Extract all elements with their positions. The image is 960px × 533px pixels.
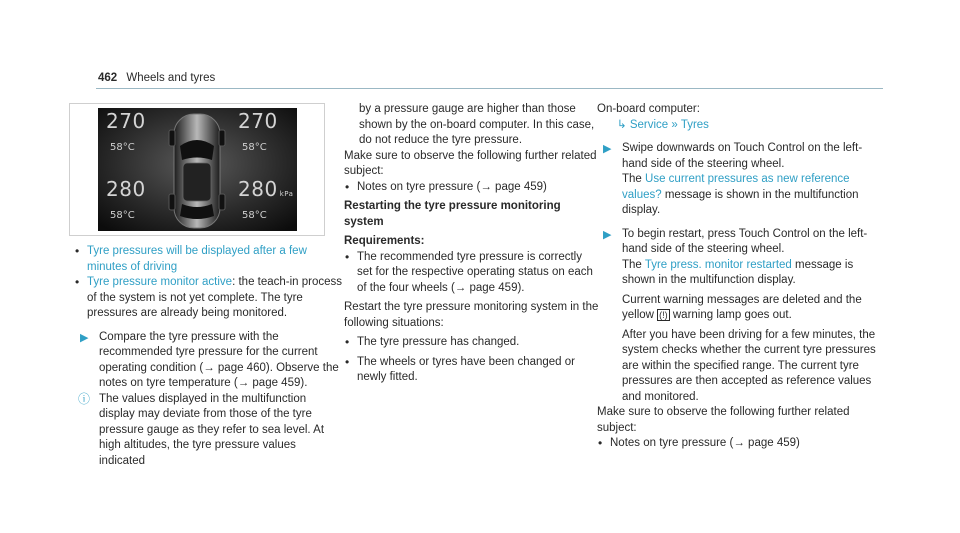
menu-tyres: Tyres [680, 118, 709, 131]
restart-intro: Restart the tyre pressure monitoring system in the following situations: [344, 301, 599, 329]
menu-service: Service [629, 118, 669, 131]
bullet-pressures-displayed: • Tyre pressures will be displayed after a few minutes of driving [74, 244, 344, 275]
make-sure-note: Make sure to observe the following further related subject: [344, 149, 597, 177]
instrument-cluster-figure [69, 103, 325, 236]
section-heading-restart: Restarting the tyre pressure monitoring system [344, 200, 561, 228]
tyre-pressure-display [98, 108, 297, 231]
step-arrow-icon: ▶ [603, 143, 612, 155]
bullet-pressure-changed: • The tyre pressure has changed. [344, 335, 599, 351]
rear-right-temperature: 58°C [242, 210, 267, 221]
onboard-computer-label: On-board computer: [597, 103, 700, 115]
menu-separator-icon: » [671, 118, 678, 131]
warning-deleted-note: Current warning messages are deleted and the yellow (!) warning lamp goes out. [622, 293, 862, 321]
requirements-label: Requirements: [344, 235, 425, 247]
step-compare-pressure: ▶ Compare the tyre pressure with the recommended tyre pressure for the current operating condition (→ page 460). Observe the notes on tyre temperature (→ page 459). [80, 330, 339, 389]
rear-left-pressure: 280 [106, 177, 146, 201]
front-right-pressure: 270 [238, 109, 278, 133]
column-middle [344, 102, 599, 386]
bullet-requirement: • The recommended tyre pressure is correctly set for the respective operating status on each of the four wheels (→ page 459). [344, 250, 599, 297]
menu-path [597, 118, 887, 134]
make-sure-note: Make sure to observe the following further related subject: [597, 406, 850, 434]
rear-right-pressure: 280 kPa [238, 177, 294, 201]
pressure-unit: kPa [279, 190, 294, 198]
after-driving-note: After you have been driving for a few minutes, the system checks whether the current tyre pressures are within the specified range. The current tyre pressures are then accepted as reference values and monitored. [622, 328, 876, 403]
header-rule [96, 88, 883, 89]
monitor-restarted-message: Tyre press. monitor restarted [644, 258, 792, 271]
info-note-continued: by a pressure gauge are higher than those shown by the on-board computer. In this case, do not reduce the tyre pressure. [359, 103, 595, 146]
menu-arrow-icon: ↳ [617, 118, 627, 131]
column-right [597, 102, 887, 452]
use-current-pressures-message: Use current pressures as new reference values? [622, 173, 850, 201]
bullet-notes-tyre-pressure: • Notes on tyre pressure (→ page 459) [344, 180, 599, 196]
front-left-pressure: 270 [106, 109, 146, 133]
bullet-monitor-active: • Tyre pressure monitor active: the teach-in process of the system is not yet complete. The tyre pressures are already being monitored. [74, 275, 344, 322]
info-note: ⓘ The values displayed in the multifunction display may deviate from those of the tyre pressure gauge as they refer to sea level. At high altitudes, the tyre pressure values indicated [78, 391, 325, 467]
front-left-temperature: 58°C [110, 142, 135, 153]
step-arrow-icon: ▶ [603, 228, 612, 241]
step-press-touch-control: ▶ To begin restart, press Touch Control on the left-hand side of the steering wheel. The Tyre press. monitor restarted message is shown in the multifunction display. Current warning messages are deleted and the yellow (!) warning lamp goes out. After you have been driving for a few minutes, the system checks whether the current tyre pressures are within the specified range. The current tyre pressures are then accepted as reference values and monitored. [597, 227, 887, 406]
page-number: 462 [98, 72, 118, 84]
bullet-wheels-changed: • The wheels or tyres have been changed or newly fitted. [344, 355, 599, 386]
column-left [74, 244, 344, 469]
step-swipe: ▶ Swipe downwards on Touch Control on the left-hand side of the steering wheel. The Use current pressures as new reference values? message is shown in the multifunction display. [603, 142, 863, 216]
info-icon: ⓘ [78, 391, 91, 406]
monitor-active-message: Tyre pressure monitor active [87, 276, 233, 288]
rear-left-temperature: 58°C [110, 210, 135, 221]
front-right-temperature: 58°C [242, 142, 267, 153]
section-title: Wheels and tyres [126, 72, 216, 84]
tyre-warning-lamp-icon: (!) [659, 310, 668, 320]
step-arrow-icon: ▶ [80, 331, 89, 344]
page-header [98, 71, 215, 87]
bullet-notes-tyre-pressure: • Notes on tyre pressure (→ page 459) [597, 436, 887, 452]
